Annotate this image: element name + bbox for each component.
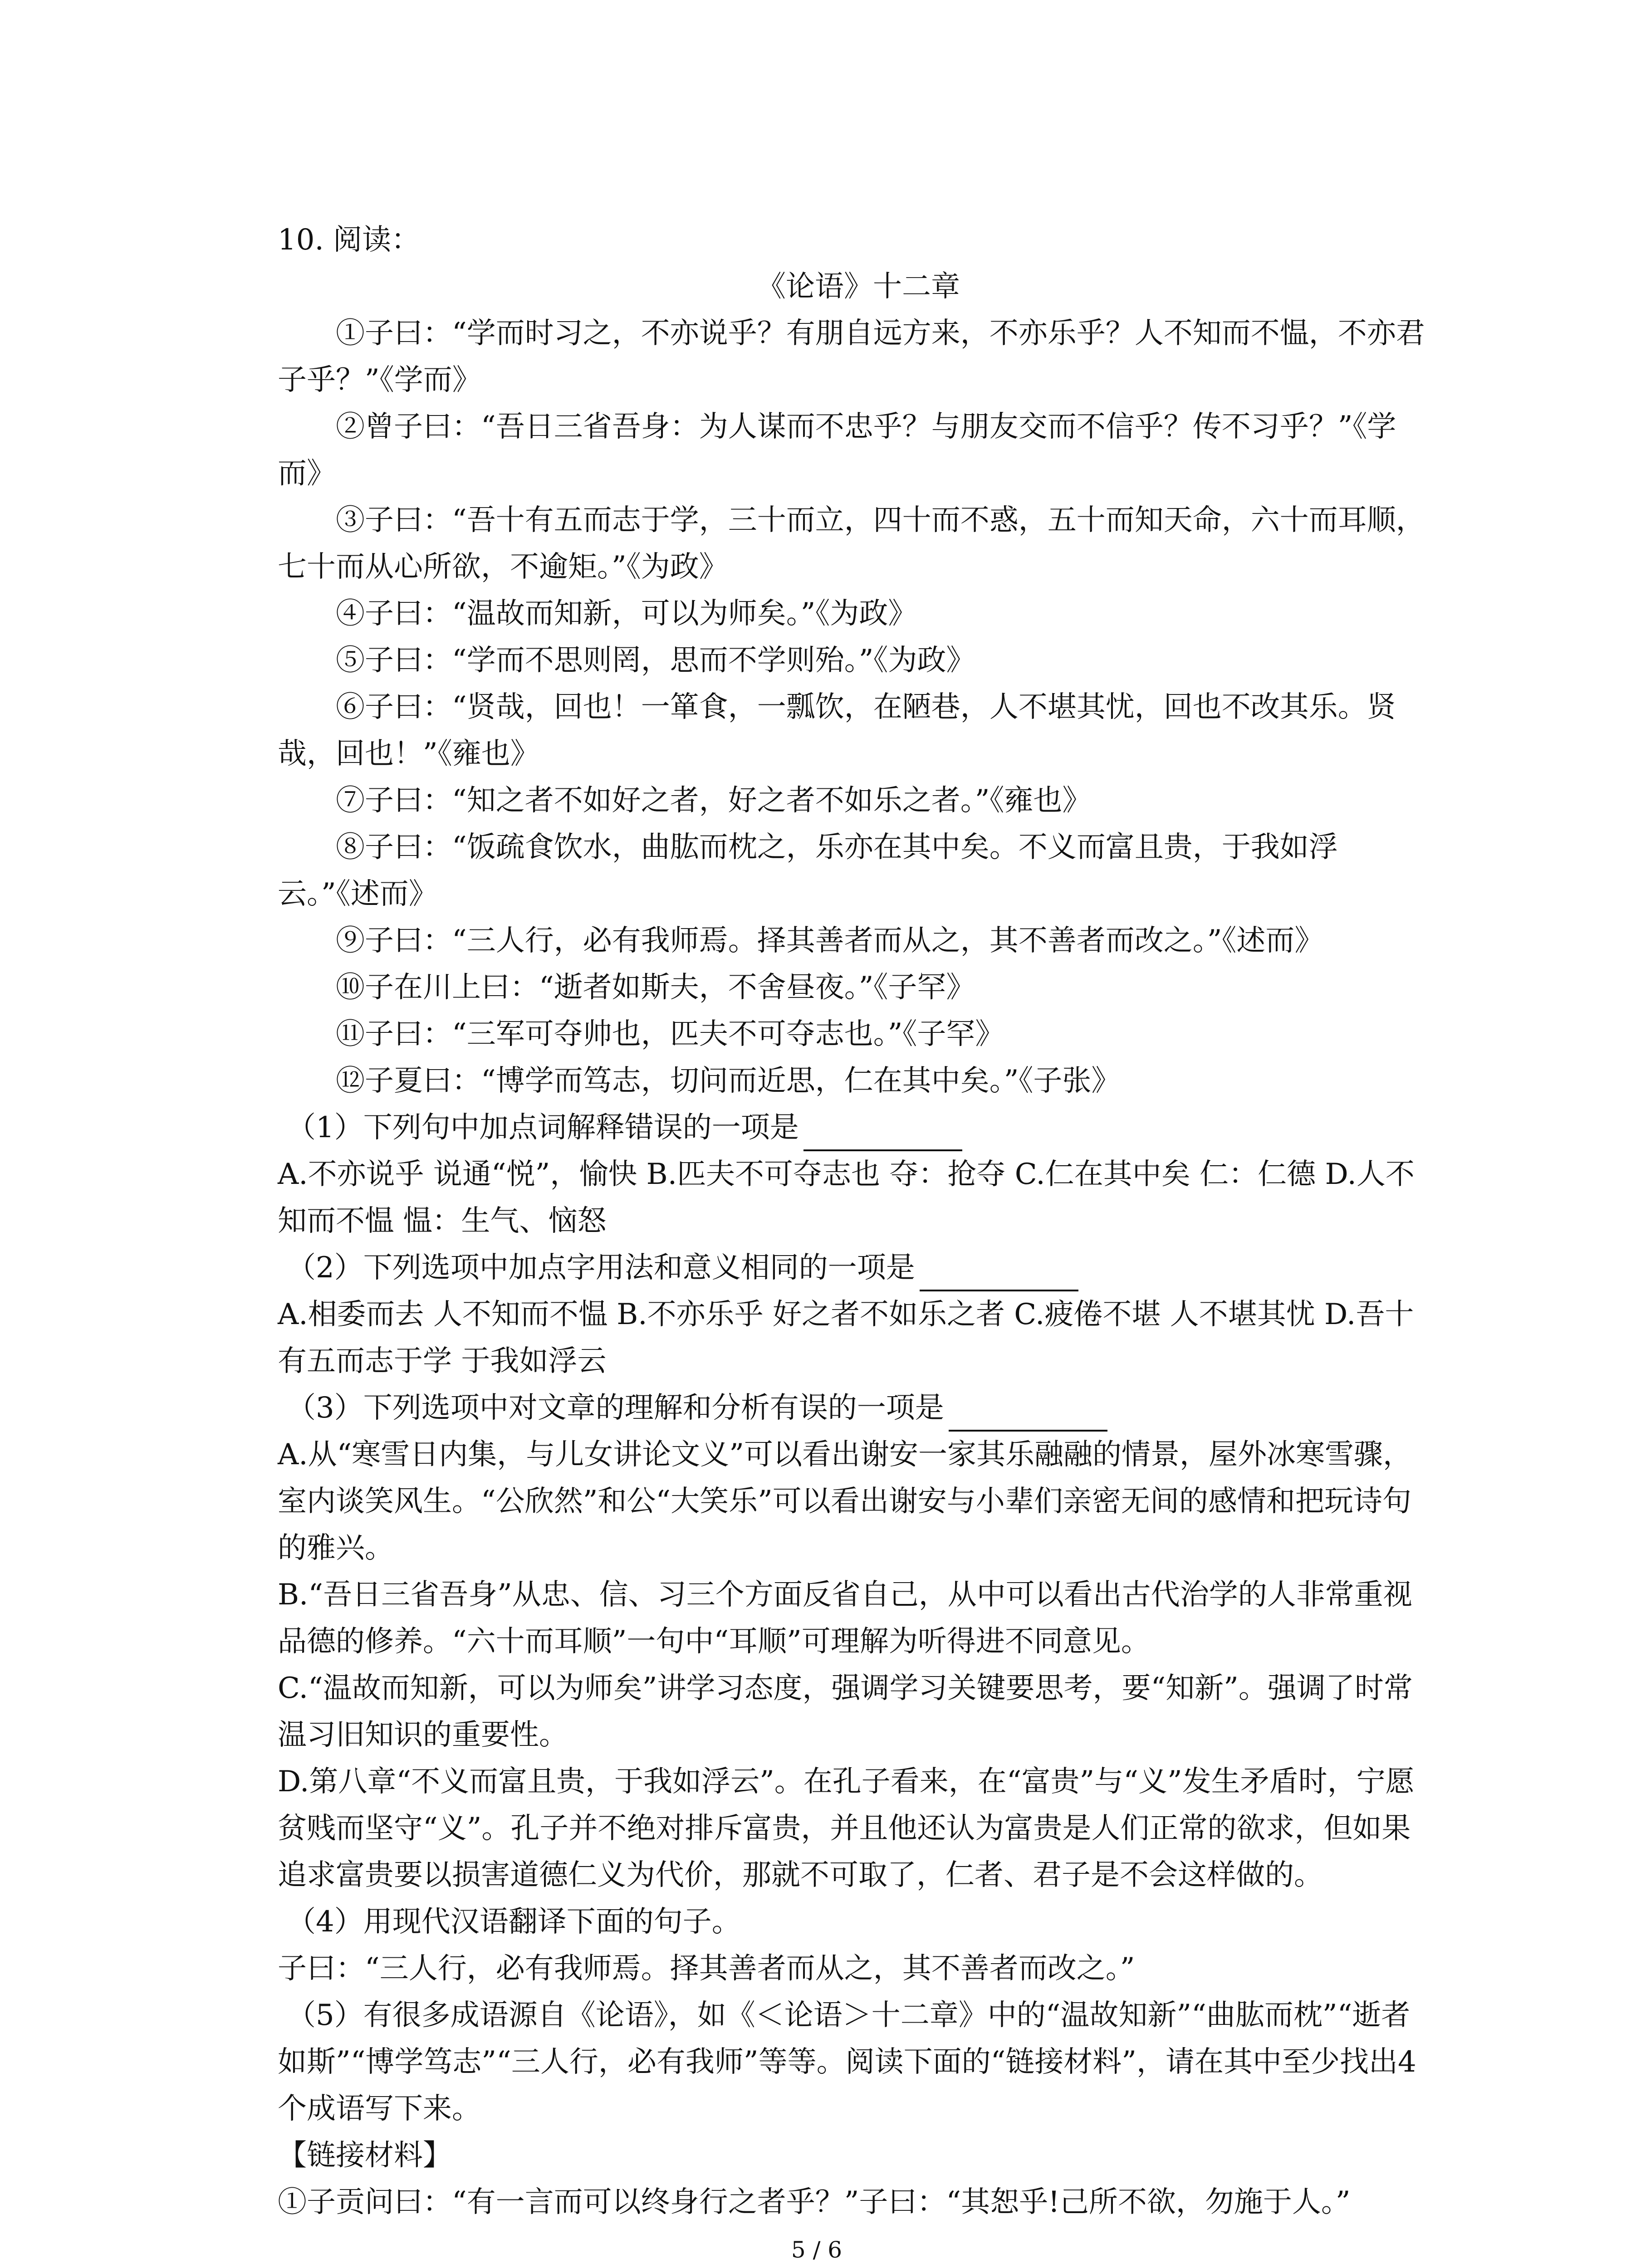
chapter-1: ①子曰：“学而时习之，不亦说乎？有朋自远方来，不亦乐乎？人不知而不愠，不亦君子乎？”《学而》 bbox=[278, 317, 1425, 397]
chapter-8: ⑧子曰：“饭疏食饮水，曲肱而枕之，乐亦在其中矣。不义而富且贵，于我如浮云。”《述而》 bbox=[278, 831, 1338, 911]
sub-question-2-options: A.相委而去 人不知而不愠 B.不亦乐乎 好之者不如乐之者 C.疲倦不堪 人不堪其忧 D.吾十有五而志于学 于我如浮云 bbox=[278, 1298, 1414, 1378]
chapter-11: ⑪子曰：“三军可夺帅也，匹夫不可夺志也。”《子罕》 bbox=[336, 1017, 1004, 1051]
chapter-7: ⑦子曰：“知之者不如好之者，好之者不如乐之者。”《雍也》 bbox=[336, 784, 1092, 817]
passage-title: 《论语》十二章 bbox=[757, 270, 960, 303]
sub-question-4-sentence: 子曰：“三人行，必有我师焉。择其善者而从之，其不善者而改之。” bbox=[278, 1952, 1135, 1985]
chapter-3: ③子曰：“吾十有五而志于学，三十而立，四十而不惑，五十而知天命，六十而耳顺，七十而从心所欲，不逾矩。”《为政》 bbox=[278, 503, 1425, 584]
sub-question-3 bbox=[278, 1385, 1439, 1432]
sub-question-4-prompt: （4）用现代汉语翻译下面的句子。 bbox=[287, 1905, 741, 1939]
sub-question-1-prompt: （1）下列句中加点词解释错误的一项是 bbox=[287, 1111, 799, 1144]
sub-question-3-option-a: A.从“寒雪日内集，与儿女讲论文义”可以看出谢安一家其乐融融的情景，屋外冰寒雪骤，室内谈笑风生。“公欣然”和公“大笑乐”可以看出谢安与小辈们亲密无间的感情和把玩诗句的雅兴。 bbox=[278, 1438, 1412, 1565]
sub-question-2 bbox=[278, 1245, 1439, 1291]
chapter-5: ⑤子曰：“学而不思则罔，思而不学则殆。”《为政》 bbox=[336, 644, 975, 677]
chapter-12: ⑫子夏曰：“博学而笃志，切问而近思，仁在其中矣。”《子张》 bbox=[336, 1064, 1121, 1098]
sub-question-1 bbox=[278, 1105, 1439, 1151]
chapter-2: ②曾子曰：“吾日三省吾身：为人谋而不忠乎？与朋友交而不信乎？传不习乎？”《学而》 bbox=[278, 410, 1396, 490]
chapter-10: ⑩子在川上曰：“逝者如斯夫，不舍昼夜。”《子罕》 bbox=[336, 971, 975, 1004]
chapter-9: ⑨子曰：“三人行，必有我师焉。择其善者而从之，其不善者而改之。”《述而》 bbox=[336, 924, 1324, 958]
sub-question-3-prompt: （3）下列选项中对文章的理解和分析有误的一项是 bbox=[287, 1391, 944, 1425]
chapter-6: ⑥子曰：“贤哉，回也！一箪食，一瓢饮，在陋巷，人不堪其忧，回也不改其乐。贤哉，回也！”《雍也》 bbox=[278, 690, 1396, 771]
sub-question-1-options: A.不亦说乎 说通“悦”，愉快 B.匹夫不可夺志也 夺：抢夺 C.仁在其中矣 仁：仁德 D.人不知而不愠 愠：生气、恼怒 bbox=[278, 1158, 1415, 1238]
answer-blank-3[interactable] bbox=[949, 1398, 1107, 1432]
sub-question-3-option-c: C.“温故而知新，可以为师矣”讲学习态度，强调学习关键要思考，要“知新”。强调了时常温习旧知识的重要性。 bbox=[278, 1672, 1413, 1752]
link-material-heading: 【链接材料】 bbox=[278, 2139, 452, 2172]
question-body bbox=[278, 217, 1439, 2226]
page-number: 5 / 6 bbox=[771, 2236, 862, 2263]
link-material-item-1: ①子贡问曰：“有一言而可以终身行之者乎？”子曰：“其恕乎!己所不欲，勿施于人。” bbox=[278, 2185, 1351, 2219]
sub-question-3-option-b: B.“吾日三省吾身”从忠、信、习三个方面反省自己，从中可以看出古代治学的人非常重视品德的修养。“六十而耳顺”一句中“耳顺”可理解为听得进不同意见。 bbox=[278, 1578, 1412, 1658]
sub-question-3-option-d: D.第八章“不义而富且贵，于我如浮云”。在孔子看来，在“富贵”与“义”发生矛盾时，宁愿贫贱而坚守“义”。孔子并不绝对排斥富贵，并且他还认为富贵是人们正常的欲求，但如果追求富贵要以损害道德仁义为代价，那就不可取了，仁者、君子是不会这样做的。 bbox=[278, 1765, 1415, 1892]
question-number: 10. 阅读： bbox=[278, 223, 421, 257]
chapter-4: ④子曰：“温故而知新，可以为师矣。”《为政》 bbox=[336, 597, 917, 631]
sub-question-5-prompt: （5）有很多成语源自《论语》，如《＜论语＞十二章》中的“温故知新”“曲肱而枕”“逝者如斯”“博学笃志”“三人行，必有我师”等等。阅读下面的“链接材料”，请在其中至少找出4个成语写下来。 bbox=[278, 1999, 1416, 2126]
answer-blank-2[interactable] bbox=[920, 1258, 1078, 1291]
answer-blank-1[interactable] bbox=[803, 1118, 962, 1151]
sub-question-2-prompt: （2）下列选项中加点字用法和意义相同的一项是 bbox=[287, 1251, 915, 1285]
